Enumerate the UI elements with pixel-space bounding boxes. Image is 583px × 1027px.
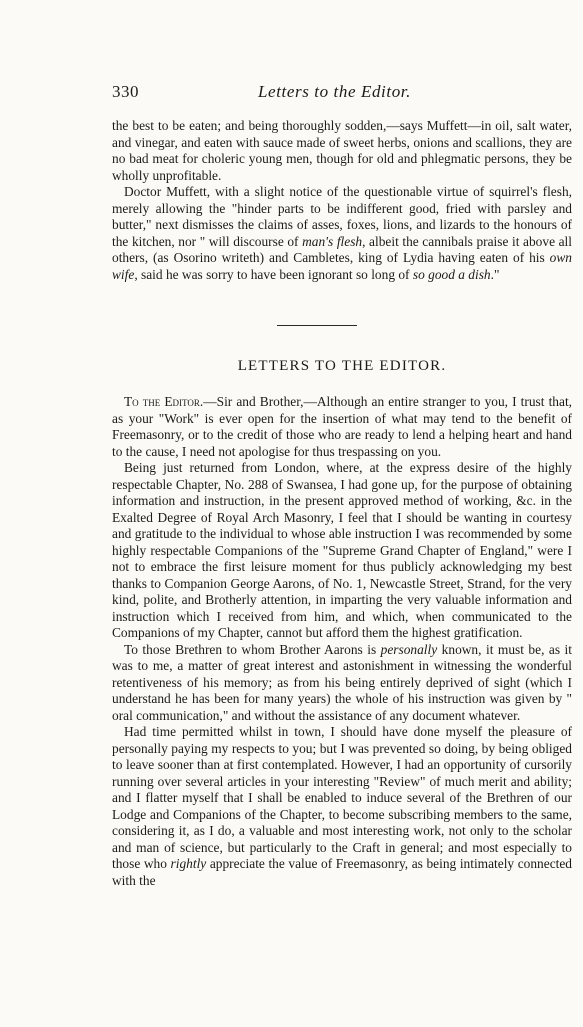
text-run: Doctor Muffett, with a slight notice of the questionable virtue of squirrel's flesh, merely allowing the "hinder parts to be indifferent good, fried with parsley and butter," next dismisses the claims of asses, foxes, lions, and lizards to the honours of the kitchen, nor " will discourse of xyxy=(112,184,572,249)
letter-paragraph-2: Being just returned from London, where, at the express desire of the highly respectable Chapter, No. 288 of Swansea, I had gone up, for the purpose of obtaining information and instruction, in the present approved method of working, &c. in the Exalted Degree of Royal Arch Masonry, I feel that I should be wanting in courtesy and gratitude to the individual to whose able instruction I was recommended by some highly respectable Companions of the "Supreme Grand Chapter of England," were I not to embrace the first leisure moment for thus publicly acknowledging my best thanks to Companion George Aarons, of No. 1, Newcastle Street, Strand, for the very kind, polite, and Brotherly attention, in imparting the very valuable information and instruction which I received from him, and which, when communicated to the Companions of my Chapter, cannot but afford them the highest gratification. xyxy=(112,460,572,640)
text-run: appreciate the value of Freemasonry, as being intimately connected with the xyxy=(112,856,572,888)
page-header xyxy=(112,82,572,108)
italic-phrase: own wife xyxy=(112,250,572,282)
text-run: , albeit the cannibals praise it above all others, (as Osorino writeth) and Cambletes, king of Lydia having eaten of his xyxy=(112,233,572,265)
page-number: 330 xyxy=(112,82,139,101)
text-run: Had time permitted whilst in town, I should have done myself the pleasure of personally paying my respects to you; but I was prevented so doing, by being obliged to leave sooner than at first contemplated. However, I had an opportunity of cursorily running over several articles in your interesting "Review" of much merit and ability; and I flatter myself that I shall be enabled to induce several of the Brethren of our Lodge and Companions of the Chapter, to become subscribing members to the same, considering it, as I do, a valuable and most interesting work, not only to the scholar and man of science, but particularly to the Craft in general; and most especially to those who xyxy=(112,724,572,871)
italic-phrase: man's flesh xyxy=(302,233,363,249)
continuation-text xyxy=(112,118,572,283)
italic-phrase: personally xyxy=(380,641,438,657)
text-run: —Sir and Brother,—Although an entire stranger to you, I trust that, as your "Work" is ever open for the insertion of what may tend to the benefit of Freemasonry, or to the credit of those who are ready to lend a helping heart and hand to the cause, I need not apologise for thus trespassing on you. xyxy=(112,394,573,459)
section-heading: LETTERS TO THE EDITOR. xyxy=(237,358,447,374)
text-run: To those Brethren to whom Brother Aarons is xyxy=(124,641,381,657)
letter-paragraph-1 xyxy=(112,394,572,460)
italic-phrase: rightly xyxy=(170,856,207,871)
text-run: ." xyxy=(490,266,500,282)
salutation: To the Editor. xyxy=(124,394,204,409)
section-divider xyxy=(277,325,357,326)
continuation-paragraph-1: the best to be eaten; and being thoroughly sodden,—says Muffett—in oil, salt water, and vinegar, and eaten with sauce made of sweet herbs, onions and scallions, they are no bad meat for choleric young men, though for old and phlegmatic persons, they be wholly unprofitable. xyxy=(112,118,572,183)
letter-paragraph-4 xyxy=(112,724,572,889)
continuation-paragraph-2 xyxy=(112,184,572,283)
letter-paragraph-3 xyxy=(112,642,572,725)
text-run: , said he was sorry to have been ignorant so long of xyxy=(134,266,413,282)
letter-text xyxy=(112,394,572,889)
italic-phrase: so good a dish xyxy=(412,266,491,282)
running-title: Letters to the Editor. xyxy=(258,82,411,101)
text-run: known, it must be, as it was to me, a matter of great interest and astonishment in witnessing the wonderful retentiveness of his memory; as from his being entirely deprived of sight (which I understand he has been for many years) the whole of his instruction was given by " oral communication," and without the assistance of any document whatever. xyxy=(112,641,573,723)
